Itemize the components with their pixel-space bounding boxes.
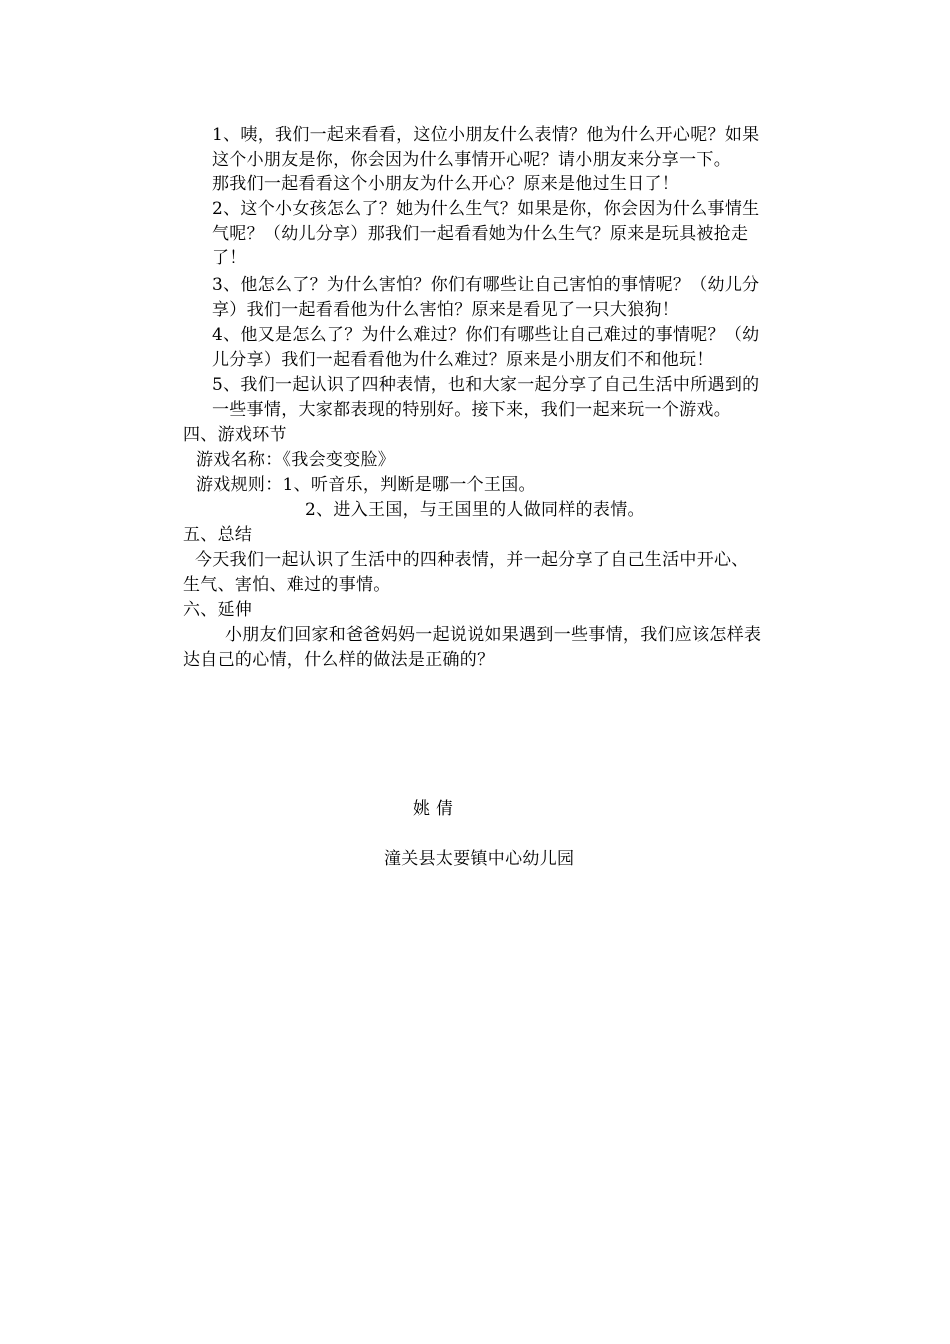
school-name: 潼关县太要镇中心幼儿园 bbox=[384, 849, 575, 869]
game-rules-2: 2、进入王国，与王国里的人做同样的表情。 bbox=[305, 500, 645, 520]
item-1-line-1: 1、咦，我们一起来看看，这位小朋友什么表情？他为什么开心呢？如果 bbox=[212, 125, 760, 145]
item-3-line-2: 享）我们一起看看他为什么害怕？原来是看见了一只大狼狗！ bbox=[212, 299, 680, 320]
item-1 bbox=[212, 123, 812, 197]
item-2-line-3: 了！ bbox=[212, 248, 247, 268]
game-rules-1: 游戏规则：1、听音乐，判断是哪一个王国。 bbox=[196, 475, 536, 495]
item-3-line-1: 3、他怎么了？为什么害怕？你们有哪些让自己害怕的事情呢？（幼儿分 bbox=[212, 275, 760, 295]
section-5-body bbox=[183, 548, 813, 597]
item-5-line-2: 一些事情，大家都表现的特别好。接下来，我们一起来玩一个游戏。 bbox=[212, 399, 731, 420]
item-2 bbox=[212, 197, 812, 271]
item-2-line-2: 气呢？（幼儿分享）那我们一起看看她为什么生气？原来是玩具被抢走 bbox=[212, 223, 749, 244]
item-5-line-1: 5、我们一起认识了四种表情，也和大家一起分享了自己生活中所遇到的 bbox=[212, 375, 760, 395]
item-4-line-1: 4、他又是怎么了？为什么难过？你们有哪些让自己难过的事情呢？（幼 bbox=[212, 325, 760, 345]
item-3 bbox=[212, 273, 812, 322]
section-5-line-1: 今天我们一起认识了生活中的四种表情，并一起分享了自己生活中开心、 bbox=[195, 550, 749, 570]
section-6-line-1: 小朋友们回家和爸爸妈妈一起说说如果遇到一些事情，我们应该怎样表 bbox=[225, 625, 762, 645]
item-4 bbox=[212, 323, 812, 372]
game-name: 游戏名称：《我会变变脸》 bbox=[196, 450, 396, 470]
item-4-line-2: 儿分享）我们一起看看他为什么难过？原来是小朋友们不和他玩！ bbox=[212, 349, 714, 370]
item-1-line-3: 那我们一起看看这个小朋友为什么开心？原来是他过生日了！ bbox=[212, 174, 680, 194]
section-6-heading: 六、延伸 bbox=[183, 600, 253, 620]
section-5-heading: 五、总结 bbox=[183, 525, 253, 545]
section-6-body bbox=[183, 623, 813, 672]
section-5-line-2: 生气、害怕、难过的事情。 bbox=[183, 574, 391, 595]
section-4-heading: 四、游戏环节 bbox=[183, 425, 287, 445]
item-1-line-2: 这个小朋友是你，你会因为什么事情开心呢？请小朋友来分享一下。 bbox=[212, 149, 731, 170]
author-name: 姚 倩 bbox=[413, 799, 454, 819]
item-2-line-1: 2、这个小女孩怎么了？她为什么生气？如果是你，你会因为什么事情生 bbox=[212, 199, 760, 219]
item-5 bbox=[212, 373, 812, 422]
section-6-line-2: 达自己的心情，什么样的做法是正确的？ bbox=[183, 649, 495, 670]
